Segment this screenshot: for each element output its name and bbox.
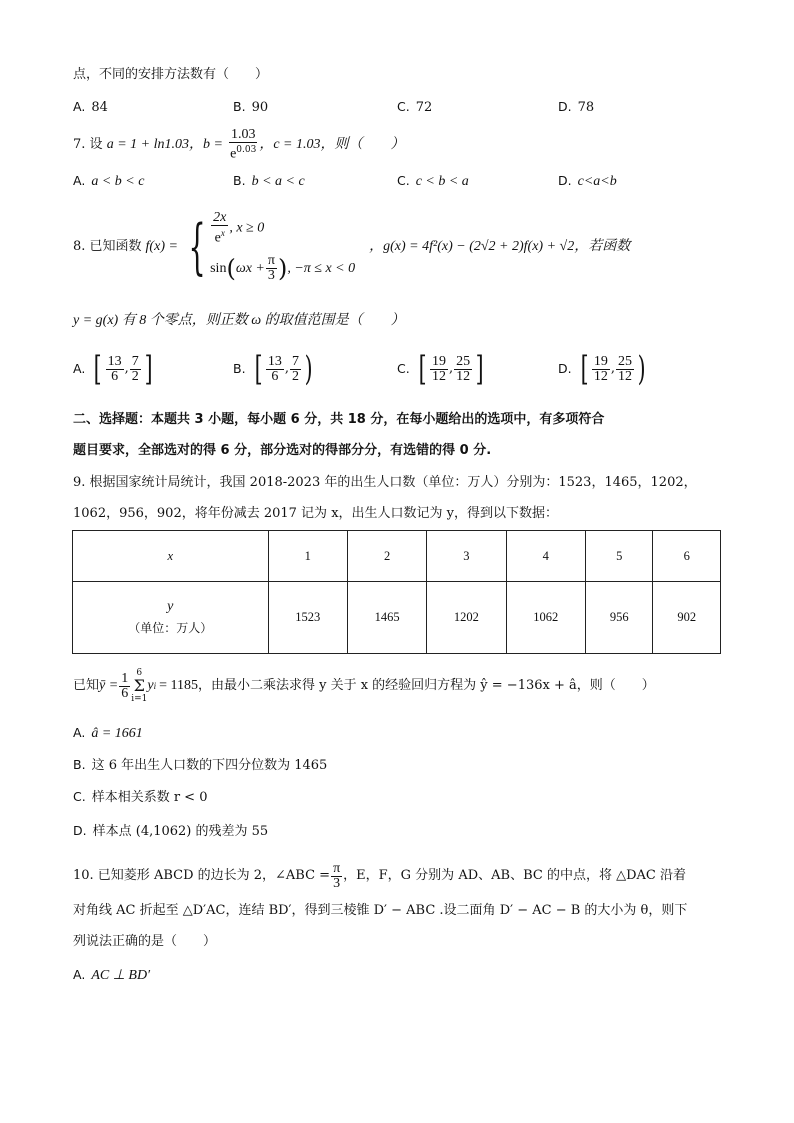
table-cell: 1202 [427, 582, 506, 654]
option-text: 样本相关系数 r < 0 [91, 790, 208, 805]
ybar-label: ȳ = [99, 678, 119, 693]
q8-line2-text: y = g(x) 有 8 个零点，则正数 ω 的取值范围是（ ） [73, 313, 405, 328]
q9-option-a[interactable] [73, 724, 143, 743]
q6-option-a[interactable] [73, 98, 108, 117]
option-text: â = 1661 [91, 726, 143, 741]
exponent: x [220, 228, 225, 239]
table-header-x: x [73, 531, 269, 582]
fraction-denominator: 3 [333, 875, 341, 891]
sum-body: y [147, 678, 154, 693]
q8-g-definition: ，g(x) = 4f²(x) − (2√2 + 2)f(x) + √2，若函数 [369, 239, 631, 254]
fraction-numerator: 25 [618, 353, 633, 369]
sum-upper: 6 [136, 668, 143, 678]
q8-option-b[interactable]: B. [ $\frac{13}{6}$ , $\frac{7}{2}$ ) [233, 349, 313, 389]
option-key: A. [73, 725, 86, 740]
table-cell: 1 [268, 531, 347, 582]
q7-option-a[interactable] [73, 172, 144, 191]
q6-option-c[interactable] [397, 98, 432, 117]
q8-option-c[interactable]: C. [ $\frac{19}{12}$ , $\frac{25}{12}$ ] [397, 349, 484, 389]
option-key: D. [73, 823, 87, 838]
table-cell: 1062 [506, 582, 585, 654]
q7-a-expr: a = 1 + ln1.03 [106, 137, 189, 153]
option-text: a < b < c [91, 174, 145, 189]
fraction-denominator: 12 [593, 368, 608, 384]
q8-f-label: f(x) = [145, 239, 178, 254]
option-text: 样本点 (4,1062) 的残差为 55 [92, 824, 269, 839]
q10-stem-line2: 对角线 AC 折起至 △D′AC，连结 BD′，得到三棱锥 D′ − ABC .设二面角 D′ − AC − B 的大小为 θ，则下 [73, 903, 688, 918]
q10-text-a: 10. 已知菱形 ABCD 的边长为 2，∠ABC = [73, 868, 331, 883]
option-key: A. [73, 173, 86, 188]
q8-number: 8. 已知函数 [73, 239, 142, 254]
sum-icon: 6 Σ i=1 [131, 668, 148, 704]
table-header-y [73, 582, 269, 654]
exponent: 0.03 [236, 145, 257, 155]
right-bracket-icon: ] [144, 349, 153, 389]
right-bracket-icon: ) [637, 349, 646, 389]
section2-heading-line2: 题目要求，全部选对的得 6 分，部分选对的得部分分，有选错的得 0 分. [73, 443, 492, 458]
q7-b-fraction [228, 128, 258, 161]
table-cell: 1465 [347, 582, 426, 654]
q7-stem [73, 128, 405, 161]
q7-option-b[interactable] [233, 172, 305, 191]
q6-option-d[interactable] [558, 98, 594, 117]
left-bracket-icon: [ [418, 349, 427, 389]
q8-stem [73, 205, 630, 289]
option-text: 72 [415, 100, 433, 115]
fraction-denominator: 6 [271, 368, 279, 384]
fraction-denominator: e [230, 146, 237, 162]
option-text: 78 [577, 100, 595, 115]
table-cell: 902 [653, 582, 721, 654]
table-cell: 5 [585, 531, 653, 582]
right-bracket-icon: ] [475, 349, 484, 389]
table-cell: 3 [427, 531, 506, 582]
q6-stem: 点，不同的安排方法数有（ ） [73, 67, 269, 82]
q8-option-d[interactable]: D. [ $\frac{19}{12}$ , $\frac{25}{12}$ ) [558, 349, 646, 389]
option-key: C. [397, 99, 410, 114]
q8-sin-arg: ωx + [235, 260, 265, 276]
sin-label: sin [210, 260, 227, 276]
sum-lower: i=1 [131, 694, 148, 704]
q9-option-d[interactable] [73, 822, 268, 841]
fraction-numerator: 1.03 [230, 127, 256, 142]
fraction-denominator: 2 [291, 368, 299, 384]
q6-option-b[interactable] [233, 98, 268, 117]
q9-known [73, 666, 655, 706]
unit-label: （单位：万人） [128, 621, 213, 635]
fraction-numerator: 13 [107, 353, 122, 369]
option-key: D. [558, 361, 572, 376]
q8-line2 [73, 312, 405, 330]
fraction-denominator: e [214, 230, 221, 246]
q7-option-d[interactable] [558, 172, 617, 191]
left-brace-icon: { [188, 211, 206, 282]
fraction-denominator: 6 [121, 685, 129, 701]
option-key: B. [233, 173, 246, 188]
mean-value: = 1185 [159, 678, 198, 693]
q8-case2: sin(ωx + $\frac{\pi}{3}$ ), −π ≤ x < 0 [210, 252, 356, 283]
right-bracket-icon: ) [304, 349, 313, 389]
fraction-numerator: 7 [131, 353, 139, 369]
q10-option-a[interactable] [73, 966, 150, 985]
y-label: y [167, 599, 174, 614]
table-cell: 1523 [268, 582, 347, 654]
option-text: c<a<b [577, 174, 617, 189]
fraction-numerator: 1 [121, 670, 129, 686]
fraction-numerator: 19 [431, 353, 446, 369]
known-prefix: 已知 [73, 678, 100, 693]
q8-case2-condition: , −π ≤ x < 0 [287, 260, 356, 276]
table-cell: 2 [347, 531, 426, 582]
table-cell: 956 [585, 582, 653, 654]
q8-piecewise [178, 211, 355, 282]
q9-option-b[interactable] [73, 756, 327, 775]
section2-heading-line1: 二、选择题：本题共 3 小题，每小题 6 分，共 18 分，在每小题给出的选项中，有多项符合 [73, 412, 605, 427]
table-cell: 6 [653, 531, 721, 582]
fraction-denominator: 2 [131, 368, 139, 384]
q7-c-expr: ，c = 1.03，则（ ） [259, 137, 405, 153]
q8-case1 [210, 211, 355, 245]
fraction-numerator: 25 [456, 353, 471, 369]
option-key: B. [233, 361, 246, 376]
option-text: c < b < a [415, 174, 469, 189]
q7-b-label: ，b = [188, 137, 223, 153]
fraction-numerator: 2x [213, 210, 227, 226]
q9-option-c[interactable] [73, 788, 207, 807]
subscript: i [153, 681, 157, 691]
option-key: B. [233, 99, 246, 114]
option-text: b < a < c [251, 174, 305, 189]
fraction-denominator: 12 [618, 368, 633, 384]
q9-stem-line1: 9. 根据国家统计局统计，我国 2018-2023 年的出生人口数（单位：万人）分别为：1523，1465，1202， [73, 475, 697, 490]
table-row [73, 582, 721, 654]
option-text: 84 [91, 100, 108, 115]
q7-option-c[interactable] [397, 172, 469, 191]
fraction-numerator: π [267, 252, 275, 268]
option-key: D. [558, 99, 572, 114]
table-cell: 4 [506, 531, 585, 582]
q8-option-a[interactable]: A. [ $\frac{13}{6}$ , $\frac{7}{2}$ ] [73, 349, 153, 389]
option-key: A. [73, 361, 86, 376]
option-key: D. [558, 173, 572, 188]
fraction-numerator: 13 [267, 353, 282, 369]
option-text: AC ⊥ BD′ [91, 968, 151, 983]
option-key: A. [73, 967, 86, 982]
fraction-denominator: 12 [431, 368, 446, 384]
q9-data-table [72, 530, 721, 654]
fraction-numerator: 7 [291, 353, 299, 369]
fraction-denominator: 6 [111, 368, 119, 384]
option-key: C. [397, 361, 410, 376]
fraction-denominator: 12 [456, 368, 471, 384]
fraction-numerator: π [333, 860, 341, 876]
q10-text-b: ，E，F，G 分别为 AD、AB、BC 的中点，将 △DAC 沿着 [343, 868, 686, 883]
option-text: 90 [251, 100, 269, 115]
q10-stem-line3: 列说法正确的是（ ） [73, 934, 217, 949]
option-key: A. [73, 99, 86, 114]
left-bracket-icon: [ [580, 349, 589, 389]
q10-stem-line1 [73, 858, 686, 894]
option-key: B. [73, 757, 86, 772]
left-bracket-icon: [ [93, 349, 102, 389]
q8-case1-condition: , x ≥ 0 [229, 220, 265, 236]
option-text: 这 6 年出生人口数的下四分位数为 1465 [91, 758, 328, 773]
q9-regression: ，由最小二乘法求得 y 关于 x 的经验回归方程为 ŷ = −136x + â，则（ ） [197, 678, 655, 693]
q9-stem-line2: 1062，956，902，将年份减去 2017 记为 x，出生人口数记为 y，得到以下数据： [73, 506, 558, 521]
fraction-numerator: 19 [593, 353, 608, 369]
left-bracket-icon: [ [254, 349, 263, 389]
q7-number: 7. 设 [73, 137, 103, 153]
table-row [73, 531, 721, 582]
option-key: C. [73, 789, 86, 804]
option-key: C. [397, 173, 410, 188]
fraction-denominator: 3 [267, 267, 275, 283]
